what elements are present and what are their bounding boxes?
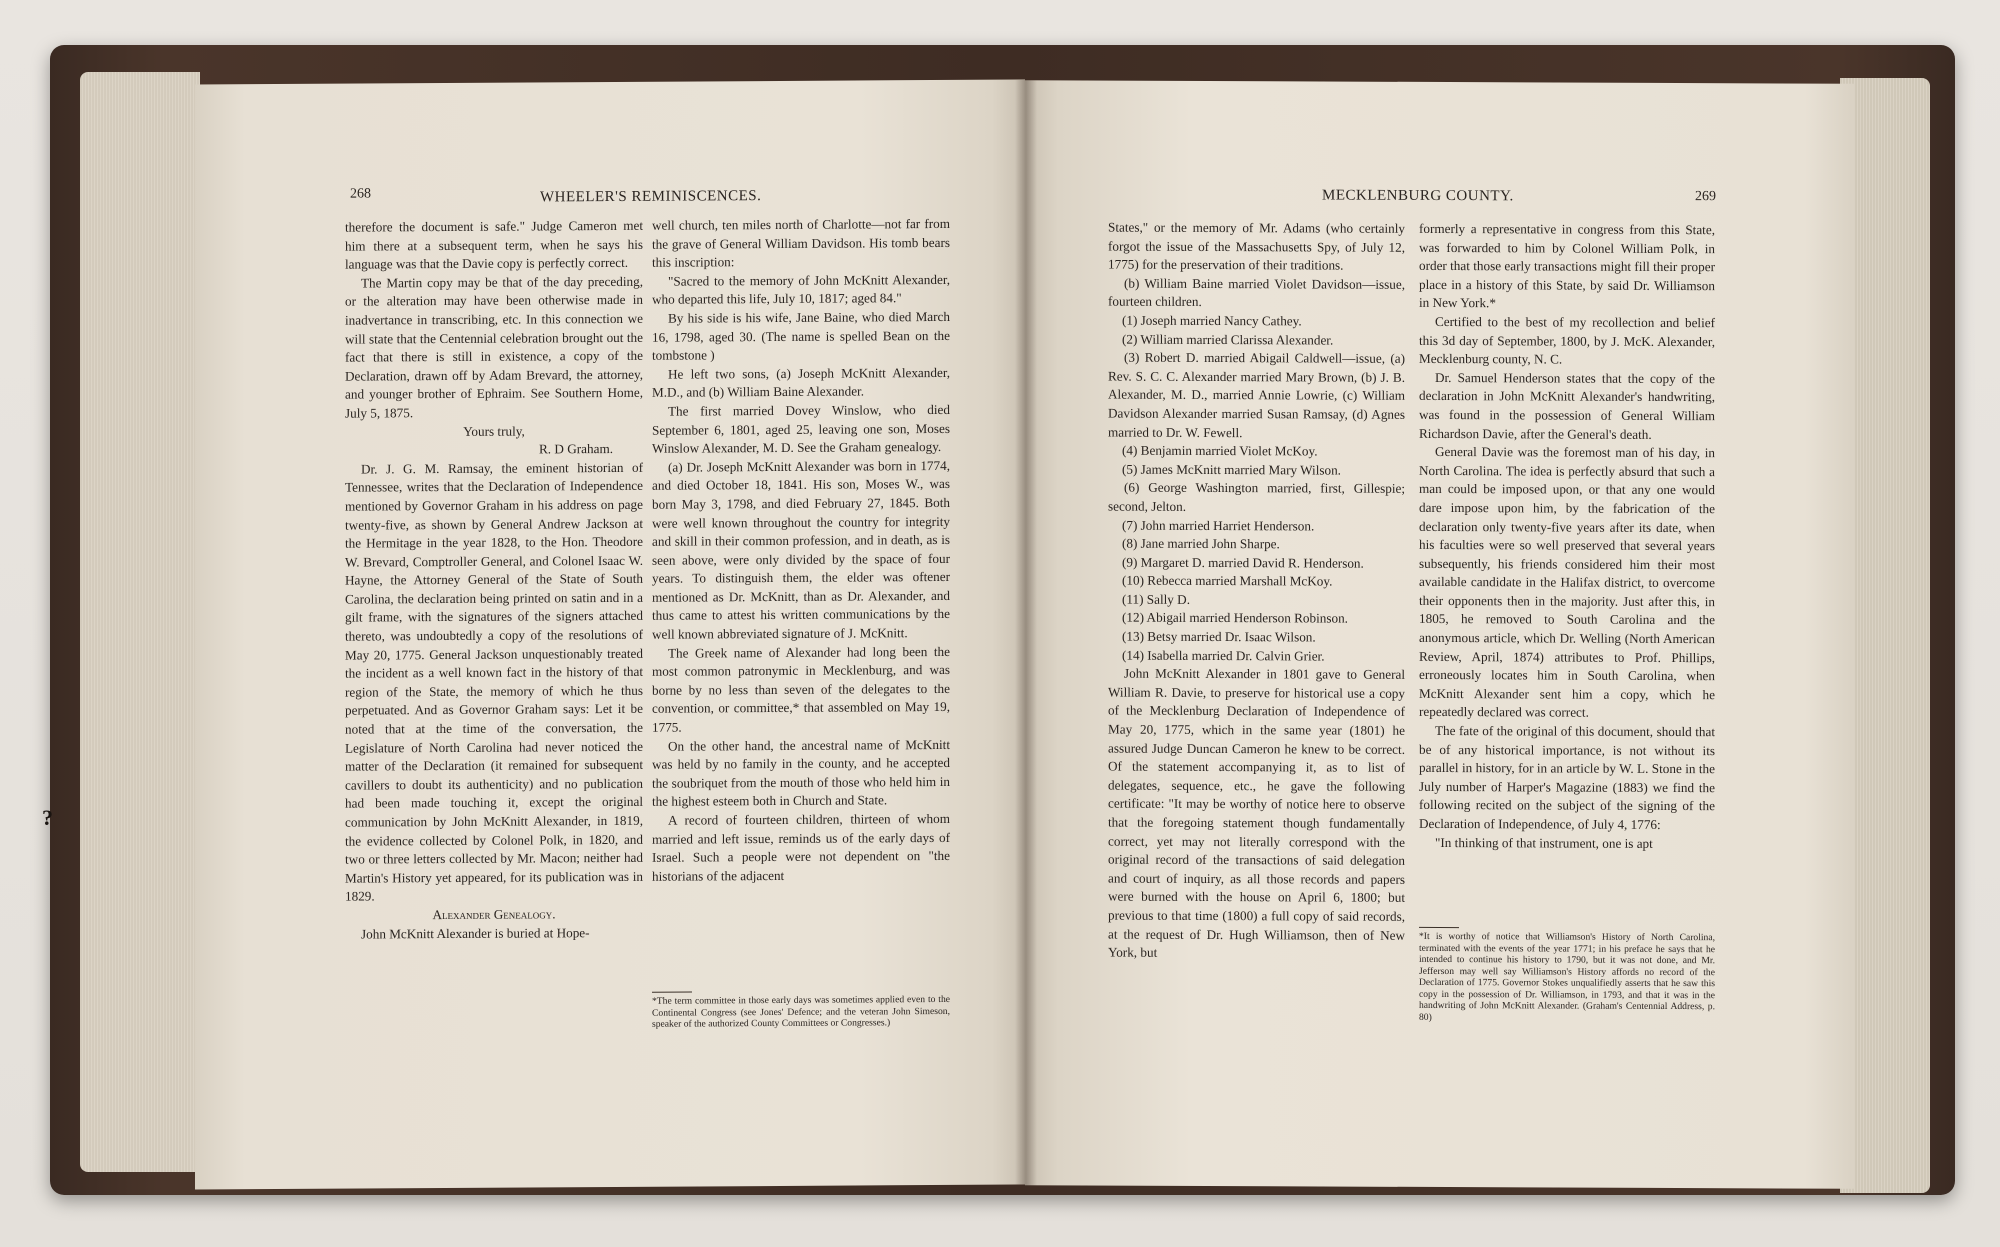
paragraph: The Greek name of Alexander had long been the most common patronymic in Mecklenburg, and was borne by no less than seven of the delegates to the convention, or committee,* that assembled on May 19, 1775. [652, 643, 950, 735]
paragraph: (10) Rebecca married Marshall McKoy. [1122, 572, 1333, 589]
paragraph: On the other hand, the ancestral name of McKnitt was held by no family in the county, and he accepted the soubriquet from the mouth of those who held him in the highest esteem both in Church and State. [652, 736, 950, 810]
paragraph: R. D Graham. [539, 441, 613, 457]
paragraph: well church, ten miles north of Charlotte—not far from the grave of General William Davidson. His tomb bears this inscription: [652, 215, 950, 270]
right-column-2 [1419, 220, 1715, 853]
left-running-head: WHEELER'S REMINISCENCES. [540, 188, 762, 206]
right-footnote [1419, 927, 1715, 1024]
paragraph: Yours truly, [463, 423, 525, 439]
left-page-number: 268 [350, 186, 371, 202]
paragraph: (14) Isabella married Dr. Calvin Grier. [1122, 647, 1325, 664]
paragraph: He left two sons, (a) Joseph McKnitt Alexander, M.D., and (b) William Baine Alexander. [652, 364, 950, 401]
left-column-2 [652, 215, 950, 886]
book-gutter [1015, 80, 1037, 1195]
paragraph: (b) William Baine married Violet Davidson—issue, fourteen children. [1108, 275, 1405, 310]
paragraph: The fate of the original of this document, should that be of any historical importance, is not without its parallel in history, for in an article by W. L. Stone in the July number of Harper's Magazine (1883) we find the following recited on the subject of the signing of the Declaration of Independence, of July 4, 1776: [1419, 723, 1715, 832]
paragraph: General Davie was the foremost man of his day, in North Carolina. The idea is perfectly absurd that such a man could be imposed upon, or that any one would dare impose upon him, by the fabrication of the declaration only twenty-five years after its date, when his faculties were so well preserved that several years subsequently, his friends considered him their most available candidate in the Halifax district, to overcome their opponents then in the majority. Just after this, in 1805, he removed to South Carolina and the anonymous article, which Dr. Welling (North American Review, April, 1874) attributes to Prof. Phillips, erroneously locates him in South Carolina, when McKnitt Alexander sent him a copy, which he repeatedly declared was correct. [1419, 444, 1715, 721]
paragraph: Dr. J. G. M. Ramsay, the eminent historian of Tennessee, writes that the Declaration of Independence mentioned by Governor Graham in his address on page twenty-five, as shown by General Andrew Jackson at the Hermitage in the year 1828, to the Hon. Theodore W. Brevard, Comptroller General, and Colonel Isaac W. Hayne, the Attorney General of the State of South Carolina, the declaration being printed on satin and in a gilt frame, with the signatures of the signers attached thereto, was undoubtedly a copy of the resolutions of May 20, 1775. General Jackson unquestionably treated the incident as a well known fact in the history of that region of the State, the memory of which he thus perpetuated. And as Governor Graham says: Let it be noted that at the time of the conversation, the Legislature of North Carolina had never noticed the matter of the Declaration (it remained for subsequent cavillers to doubt its authenticity) and no publication had been made touching it, except the original communication by John McKnitt Alexander, in 1819, the evidence collected by Colonel Polk, in 1820, and two or three letters collected by Mr. Macon; neither had Martin's History yet appeared, for its publication was in 1829. [345, 459, 643, 904]
paragraph: (3) Robert D. married Abigail Caldwell—issue, (a) Rev. S. C. C. Alexander married Mary Brown, (b) J. B. Alexander, M. D., married Annie Lowrie, (c) William Davidson Alexander married Susan Ramsay, (d) Agnes married to Dr. W. Fewell. [1108, 349, 1405, 440]
paragraph: (9) Margaret D. married David R. Henderson. [1122, 554, 1364, 571]
right-page-number: 269 [1695, 189, 1716, 205]
left-page [195, 79, 1025, 1189]
paragraph: Certified to the best of my recollection and belief this 3d day of September, 1800, by J. McK. Alexander, Mecklenburg county, N. C. [1419, 313, 1715, 367]
paragraph: (5) James McKnitt married Mary Wilson. [1122, 461, 1341, 478]
paragraph: John McKnitt Alexander in 1801 gave to General William R. Davie, to preserve for historical use a copy of the Mecklenburg Declaration of Independence of May 20, 1775, which in the same year (1801) he assured Judge Duncan Cameron he knew to be correct. Of the statement accompanying it, as to list of delegates, sequence, etc., he gave the following certificate: "It may be worthy of notice here to observe that the foregoing statement though fundamentally correct, yet may not literally correspond with the original record of the transactions of said delegation and court of inquiry, as all those records and papers were burned with the house on April 6, 1800; but previous to that time (1800) a full copy of said records, at the request of Dr. Hugh Williamson, then of New York, but [1108, 665, 1405, 960]
left-footnote-text: *The term committee in those early days was sometimes applied even to the Continental Congress (see Jones' Defence; and the veteran John Simeson, speaker of the authorized County Committees or Congresses.) [652, 993, 950, 1030]
paragraph: The first married Dovey Winslow, who died September 6, 1801, aged 25, leaving one son, Moses Winslow Alexander, M. D. See the Graham genealogy. [652, 401, 950, 456]
paragraph: States," or the memory of Mr. Adams (who certainly forgot the issue of the Massachusetts Spy, of July 12, 1775) for the preservation of their traditions. [1108, 219, 1405, 273]
paragraph: Alexander Genealogy. [432, 906, 556, 923]
left-footnote [652, 990, 950, 1030]
right-column-1 [1108, 219, 1405, 964]
right-footnote-text: *It is worthy of notice that Williamson's History of North Carolina, terminated with the events of the year 1771; in his preface he says that he intended to continue his history to 1790, but it was not done, and Mr. Jefferson may well say Williamson's History affords no record of the Declaration of 1775. Governor Stokes unqualifiedly asserts that he saw this copy in the possession of Dr. Williamson, in 1793, and that it was in the handwriting of John McKnitt Alexander. (Graham's Centennial Address, p. 80) [1419, 930, 1715, 1023]
left-column-1 [345, 217, 643, 944]
paragraph: therefore the document is safe." Judge Cameron met him there at a subsequent term, when he says his language was that the Davie copy is perfectly correct. [345, 217, 643, 272]
paragraph: A record of fourteen children, thirteen of whom married and left issue, reminds us of the early days of Israel. Such a people were not dependent on "the historians of the adjacent [652, 810, 950, 884]
paragraph: (11) Sally D. [1122, 591, 1191, 607]
paragraph: "Sacred to the memory of John McKnitt Alexander, who departed this life, July 10, 1817; aged 84." [652, 271, 950, 308]
paragraph: (4) Benjamin married Violet McKoy. [1122, 442, 1318, 459]
paragraph: (12) Abigail married Henderson Robinson. [1122, 610, 1348, 627]
right-running-head: MECKLENBURG COUNTY. [1322, 187, 1514, 205]
paragraph: John McKnitt Alexander is buried at Hope- [361, 924, 590, 942]
footnote-rule [652, 991, 692, 992]
paragraph: Dr. Samuel Henderson states that the copy of the declaration in John McKnitt Alexander's handwriting, was found in the possession of General William Richardson Davie, after the General's death. [1419, 369, 1715, 442]
right-page [1025, 80, 1855, 1189]
paragraph: By his side is his wife, Jane Baine, who died March 16, 1798, aged 30. (The name is spelled Bean on the tombstone ) [652, 308, 950, 363]
left-page-edges [80, 72, 200, 1172]
paragraph: (a) Dr. Joseph McKnitt Alexander was born in 1774, and died October 18, 1841. His son, Moses W., was born May 3, 1798, and died February 27, 1845. Both were well known throughout the country for integrity and skill in their common profession, and in death, as is seen above, were only divided by the space of four years. To distinguish them, the elder was oftener mentioned as Dr. McKnitt, than as Dr. Alexander, and thus came to attest his written communications by the well known abbreviated signature of J. McKnitt. [652, 457, 950, 642]
paragraph: (1) Joseph married Nancy Cathey. [1122, 312, 1302, 329]
margin-mark: ? [42, 805, 53, 830]
paragraph: formerly a representative in congress from this State, was forwarded to him by Colonel William Polk, in order that those early transactions might fill their proper place in a history of this State, by said Dr. Williamson in New York.* [1419, 220, 1715, 311]
paragraph: "In thinking of that instrument, one is apt [1435, 834, 1653, 851]
paragraph: (6) George Washington married, first, Gillespie; second, Jelton. [1108, 479, 1405, 514]
paragraph: The Martin copy may be that of the day preceding, or the alteration may have been otherwise made in inadvertance in transcribing, etc. In this connection we will state that the Centennial celebration brought out the fact that there is still in existence, a copy of the Declaration, drawn off by Adam Brevard, the attorney, and younger brother of Ephraim. See Southern Home, July 5, 1875. [345, 273, 643, 421]
paragraph: (2) William married Clarissa Alexander. [1122, 331, 1334, 348]
paragraph: (13) Betsy married Dr. Isaac Wilson. [1122, 628, 1316, 645]
paragraph: (8) Jane married John Sharpe. [1122, 535, 1280, 552]
paragraph: (7) John married Harriet Henderson. [1122, 517, 1315, 533]
footnote-rule [1419, 927, 1459, 928]
